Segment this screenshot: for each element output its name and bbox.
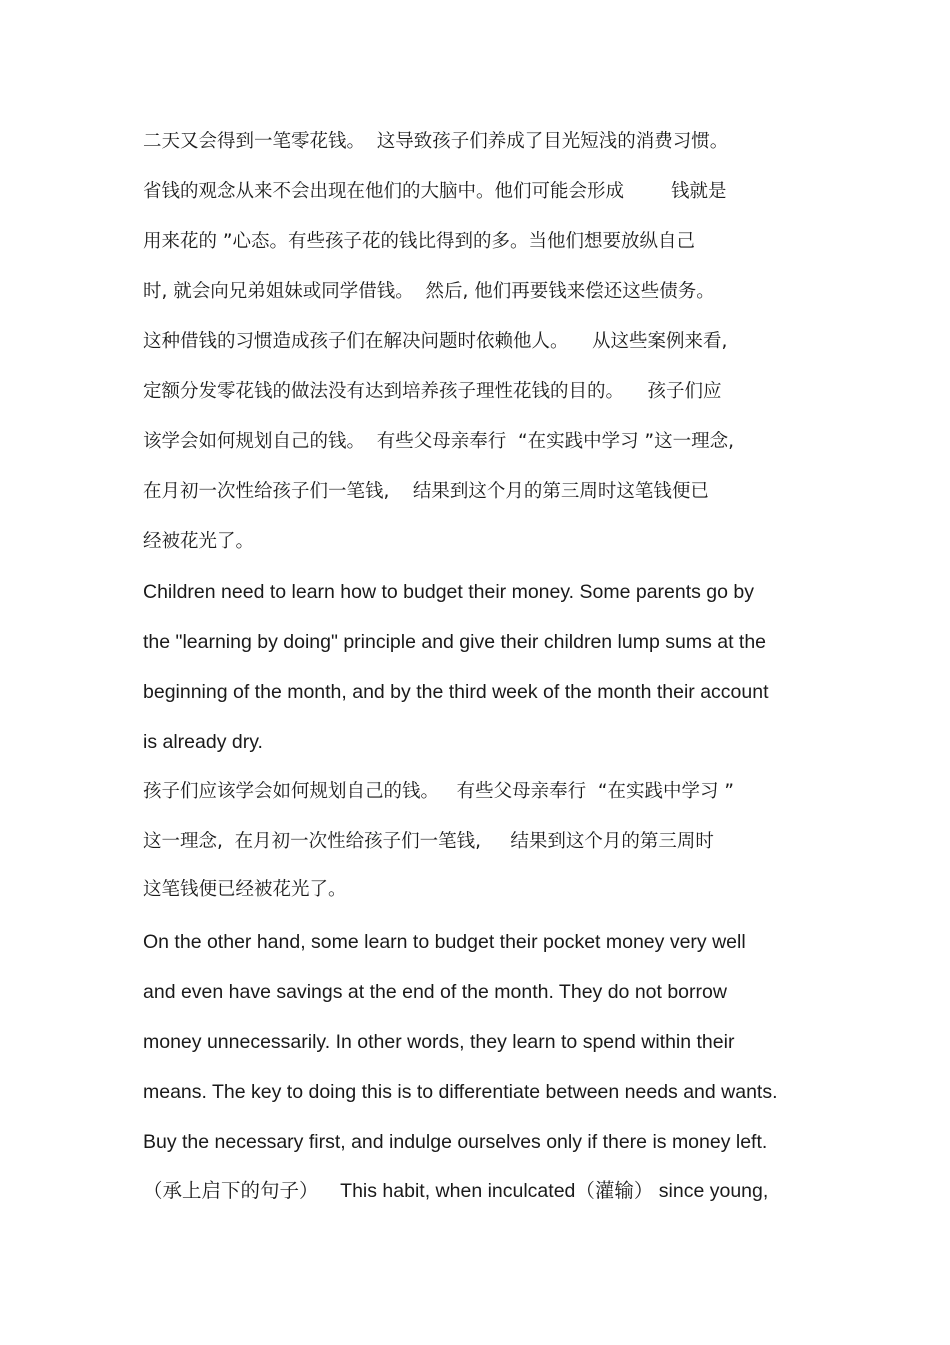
text-line: （承上启下的句子） This habit, when inculcated（灌输） since young, [143, 1180, 769, 1202]
text-line: Children need to learn how to budget their money. Some parents go by [143, 581, 755, 603]
text-line: 用来花的 ”心态。有些孩子花的钱比得到的多。当他们想要放纵自己 [143, 231, 695, 252]
text-line: 二天又会得到一笔零花钱。 这导致孩子们养成了目光短浅的消费习惯。 [143, 131, 729, 152]
text-line: 该学会如何规划自己的钱。 有些父母亲奉行 “在实践中学习 ”这一理念, [143, 431, 734, 452]
text-line: and even have savings at the end of the month. They do not borrow [143, 981, 727, 1003]
text-line: 这笔钱便已经被花光了。 [143, 879, 347, 900]
text-line: money unnecessarily. In other words, they learn to spend within their [143, 1031, 735, 1053]
text-line: 时, 就会向兄弟姐妹或同学借钱。 然后, 他们再要钱来偿还这些债务。 [143, 281, 715, 302]
text-line: 省钱的观念从来不会出现在他们的大脑中。他们可能会形成 钱就是 [143, 181, 727, 202]
text-line: the "learning by doing" principle and give their children lump sums at the [143, 631, 767, 653]
text-line: Buy the necessary first, and indulge ourselves only if there is money left. [143, 1131, 768, 1153]
text-line: 孩子们应该学会如何规划自己的钱。 有些父母亲奉行 “在实践中学习 ” [143, 781, 734, 802]
text-line: means. The key to doing this is to differentiate between needs and wants. [143, 1081, 778, 1103]
text-line: beginning of the month, and by the third week of the month their account [143, 681, 769, 703]
text-line: On the other hand, some learn to budget their pocket money very well [143, 931, 746, 953]
text-line: 在月初一次性给孩子们一笔钱, 结果到这个月的第三周时这笔钱便已 [143, 481, 709, 502]
text-line: 定额分发零花钱的做法没有达到培养孩子理性花钱的目的。 孩子们应 [143, 381, 722, 402]
text-line: 这一理念, 在月初一次性给孩子们一笔钱, 结果到这个月的第三周时 [143, 831, 714, 852]
text-line: is already dry. [143, 731, 263, 753]
text-line: 经被花光了。 [143, 531, 255, 552]
text-line: 这种借钱的习惯造成孩子们在解决问题时依赖他人。 从这些案例来看, [143, 331, 728, 352]
